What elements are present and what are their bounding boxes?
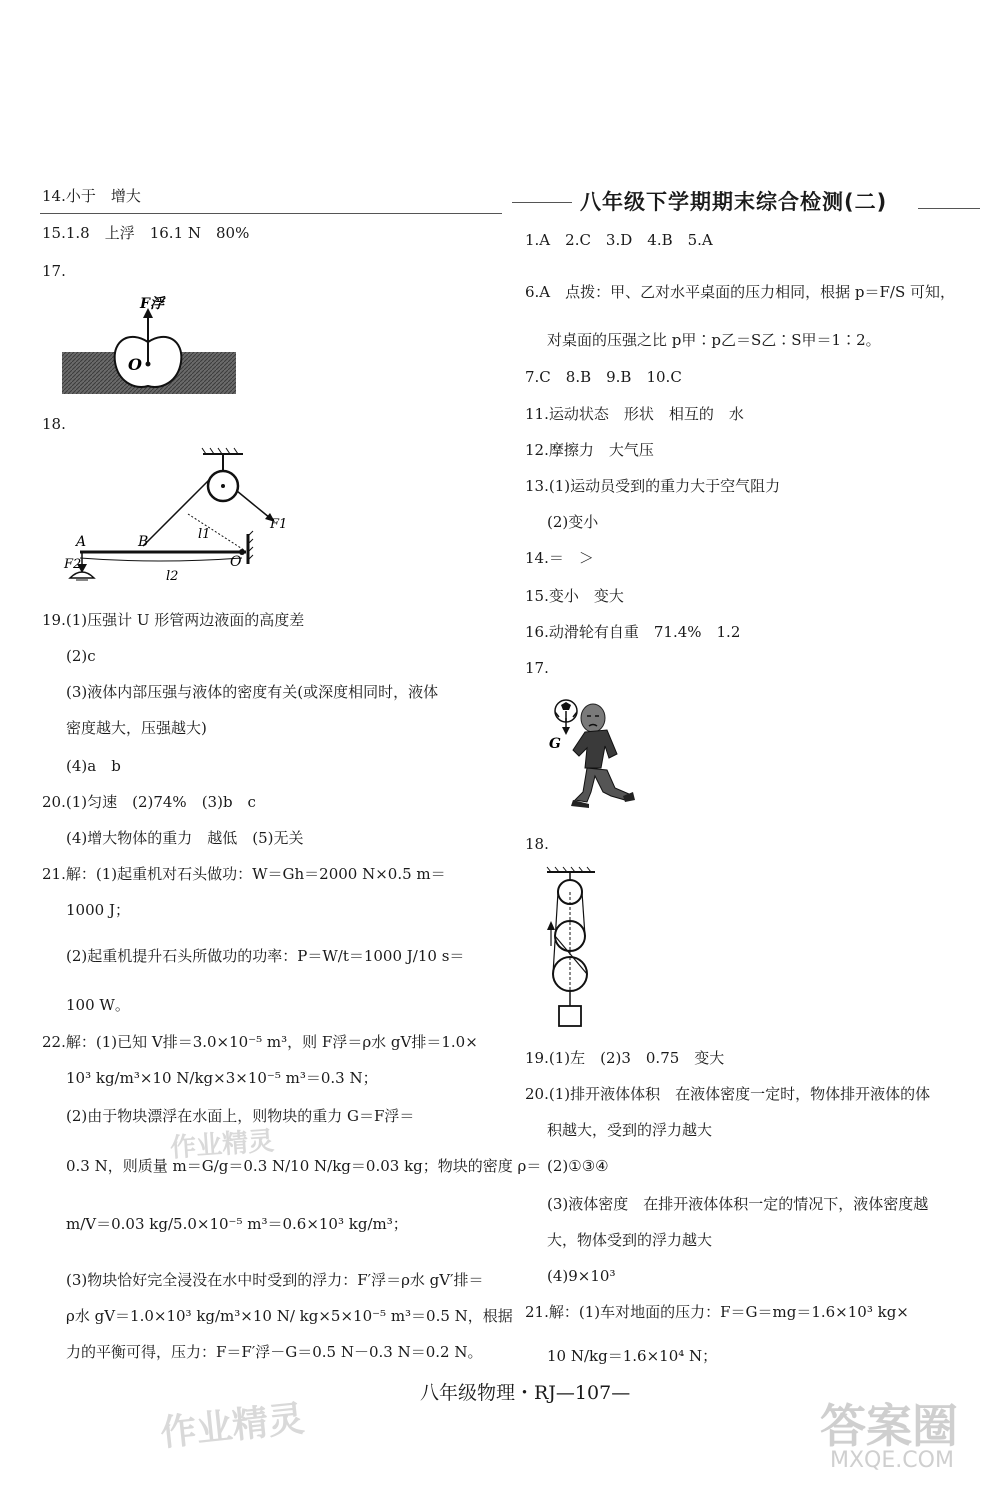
answer-r19: 19.(1)左 (2)3 0.75 变大 — [525, 1049, 725, 1067]
player-head — [581, 704, 605, 732]
answer-r18-label: 18. — [525, 835, 549, 853]
answer-r20b: 积越大，受到的浮力越大 — [547, 1121, 713, 1139]
answer-22-8: 力的平衡可得，压力：F＝F′浮－G＝0.5 N－0.3 N＝0.2 N。 — [66, 1343, 483, 1361]
pulley-2 — [555, 921, 585, 951]
answer-19-1: 19.(1)压强计 U 形管两边液面的高度差 — [42, 611, 305, 629]
force-label: F浮 — [140, 296, 164, 312]
answer-22-3: (2)由于物块漂浮在水面上，则物块的重力 G＝F浮＝ — [66, 1107, 415, 1125]
divider — [40, 213, 502, 214]
answer-r14: 14.＝ ＞ — [525, 549, 594, 567]
answer-r11: 11.运动状态 形状 相互的 水 — [525, 405, 744, 423]
arm-l1 — [188, 514, 244, 550]
section-title: 八年级下学期期末综合检测(二) — [580, 190, 888, 214]
player-legs — [575, 768, 629, 802]
gravity-label: G — [549, 736, 561, 752]
player-body — [573, 730, 617, 768]
pulley-block-figure — [545, 866, 605, 1031]
answer-r20e: 大，物体受到的浮力越大 — [547, 1231, 713, 1249]
answer-r20c: (2)①③④ — [547, 1157, 609, 1175]
answer-r16: 16.动滑轮有自重 71.4% 1.2 — [525, 623, 741, 641]
label-o: O — [230, 554, 242, 570]
answer-20-2: (4)增大物体的重力 越低 (5)无关 — [66, 829, 304, 847]
label-f1: F1 — [270, 517, 288, 532]
label-b: B — [138, 534, 149, 550]
answer-r20f: (4)9×10³ — [547, 1267, 616, 1285]
answer-20-1: 20.(1)匀速 (2)74% (3)b c — [42, 793, 256, 811]
answer-r7: 7.C 8.B 9.B 10.C — [525, 368, 682, 386]
answer-r13a: 13.(1)运动员受到的重力大于空气阻力 — [525, 477, 781, 495]
answer-19-4: (4)a b — [66, 757, 121, 775]
answer-r15: 15.变小 变大 — [525, 587, 624, 605]
watermark-1: 作业精灵 — [169, 1126, 276, 1164]
label-l1: l1 — [198, 527, 211, 542]
answer-21-4: 100 W。 — [66, 996, 130, 1014]
answer-21-3: (2)起重机提升石头所做功的功率：P＝W/t＝1000 J/10 s＝ — [66, 947, 465, 965]
answer-r20a: 20.(1)排开液体体积 在液体密度一定时，物体排开液体的体 — [525, 1085, 931, 1103]
answer-r1: 1.A 2.C 3.D 4.B 5.A — [525, 231, 713, 249]
rope-2 — [237, 491, 270, 518]
load-block — [559, 1006, 581, 1026]
apple-force-diagram — [60, 290, 240, 400]
watermark-4: MXQE.COM — [830, 1448, 954, 1473]
answer-22-4: 0.3 N，则质量 m＝G/g＝0.3 N/10 N/kg＝0.03 kg；物块的密度 ρ＝ — [66, 1157, 542, 1175]
answer-r12: 12.摩擦力 大气压 — [525, 441, 654, 459]
answer-22-2: 10³ kg/m³×10 N/kg×3×10⁻⁵ m³＝0.3 N； — [66, 1069, 378, 1087]
answer-22-6: (3)物块恰好完全浸没在水中时受到的浮力：F′浮＝ρ水 gV′排＝ — [66, 1271, 484, 1289]
answer-22-1: 22.解：(1)已知 V排＝3.0×10⁻⁵ m³，则 F浮＝ρ水 gV排＝1.0× — [42, 1033, 478, 1051]
lever-diagram — [58, 446, 298, 596]
answer-r20d: (3)液体密度 在排开液体体积一定的情况下，液体密度越 — [547, 1195, 929, 1213]
title-rule-left — [512, 202, 572, 203]
answer-r17-label: 17. — [525, 659, 549, 677]
answer-21-2: 1000 J； — [66, 901, 130, 919]
answer-r21b: 10 N/kg＝1.6×10⁴ N； — [547, 1347, 718, 1365]
answer-r6b: 对桌面的压强之比 p甲∶p乙＝S乙∶S甲＝1∶2。 — [547, 331, 881, 349]
answer-r13b: (2)变小 — [547, 513, 599, 531]
answer-19-3a: (3)液体内部压强与液体的密度有关(或深度相同时，液体 — [66, 683, 439, 701]
label-a: A — [76, 534, 87, 550]
watermark-3: 答案圈 — [820, 1399, 958, 1453]
answer-15: 15.1.8 上浮 16.1 N 80% — [42, 224, 250, 242]
answer-19-2: (2)c — [66, 647, 96, 665]
label-l2: l2 — [166, 569, 179, 584]
answer-17-label: 17. — [42, 262, 66, 280]
answer-22-5: m/V＝0.03 kg/5.0×10⁻⁵ m³＝0.6×10³ kg/m³； — [66, 1215, 408, 1233]
answer-21-1: 21.解：(1)起重机对石头做功：W＝Gh＝2000 N×0.5 m＝ — [42, 865, 446, 883]
answer-r21a: 21.解：(1)车对地面的压力：F＝G＝mg＝1.6×10³ kg× — [525, 1303, 909, 1321]
watermark-2: 作业精灵 — [158, 1398, 307, 1455]
answer-19-3b: 密度越大，压强越大) — [66, 719, 207, 737]
answer-18-label: 18. — [42, 415, 66, 433]
page-footer: 八年级物理・RJ—107— — [420, 1382, 631, 1404]
answer-22-7: ρ水 gV＝1.0×10³ kg/m³×10 N/ kg×5×10⁻⁵ m³＝0.5 N，根据 — [66, 1307, 513, 1325]
answer-r6a: 6.A 点拨：甲、乙对水平桌面的压力相同，根据 p＝F/S 可知， — [525, 283, 956, 301]
label-f2: F2 — [64, 557, 82, 572]
answer-14: 14.小于 增大 — [42, 187, 141, 205]
o-label: O — [128, 355, 142, 374]
title-rule-right — [918, 208, 980, 209]
football-player-figure — [545, 696, 640, 816]
